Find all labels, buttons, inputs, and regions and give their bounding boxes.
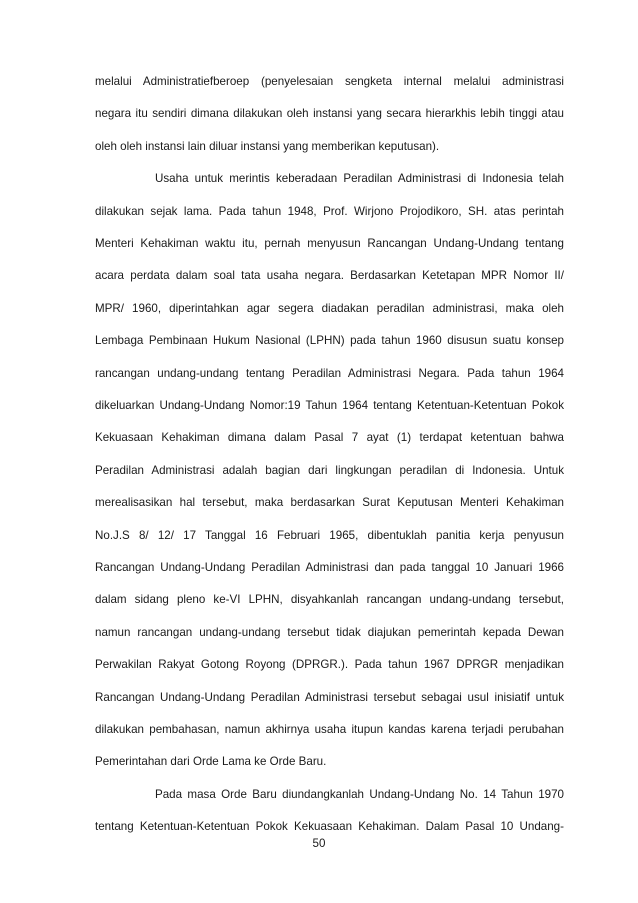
text-line: acara perdata dalam soal tata usaha negara. Berdasarkan Ketetapan MPR Nomor II/ xyxy=(95,269,564,283)
text-line: merealisasikan hal tersebut, maka berdasarkan Surat Keputusan Menteri Kehakiman xyxy=(95,496,564,510)
text-line: Lembaga Pembinaan Hukum Nasional (LPHN) pada tahun 1960 disusun suatu konsep xyxy=(95,334,564,348)
text-line: Menteri Kehakiman waktu itu, pernah menyusun Rancangan Undang-Undang tentang xyxy=(95,237,564,250)
text-line: No.J.S 8/ 12/ 17 Tanggal 16 Februari 1965, dibentuklah panitia kerja penyusun xyxy=(95,528,564,542)
text-line: Perwakilan Rakyat Gotong Royong (DPRGR.). Pada tahun 1967 DPRGR menjadikan xyxy=(95,658,564,672)
text-line: melalui Administratiefberoep (penyelesaian sengketa internal melalui administrasi xyxy=(95,75,564,88)
text-line: tentang Ketentuan-Ketentuan Pokok Kekuasaan Kehakiman. Dalam Pasal 10 Undang- xyxy=(95,820,564,834)
paragraph-first-line: Usaha untuk merintis keberadaan Peradilan Administrasi di Indonesia telah xyxy=(155,172,564,186)
text-line: Rancangan Undang-Undang Peradilan Administrasi dan pada tanggal 10 Januari 1966 xyxy=(95,561,564,574)
text-line: MPR/ 1960, diperintahkan agar segera diadakan peradilan administrasi, maka oleh xyxy=(95,301,564,315)
text-line: Pemerintahan dari Orde Lama ke Orde Baru. xyxy=(95,755,327,769)
text-line: Rancangan Undang-Undang Peradilan Administrasi tersebut sebagai usul inisiatif untuk xyxy=(95,690,564,704)
text-line: rancangan undang-undang tentang Peradilan Administrasi Negara. Pada tahun 1964 xyxy=(95,366,564,380)
text-line: namun rancangan undang-undang tersebut tidak diajukan pemerintah kepada Dewan xyxy=(95,625,564,639)
text-line: dalam sidang pleno ke-VI LPHN, disyahkanlah rancangan undang-undang tersebut, xyxy=(95,593,564,607)
text-line: oleh oleh instansi lain diluar instansi yang memberikan keputusan). xyxy=(95,139,440,153)
page-number: 50 xyxy=(312,837,326,850)
paragraph-first-line: Pada masa Orde Baru diundangkanlah Undang-Undang No. 14 Tahun 1970 xyxy=(155,787,564,801)
text-line: dilakukan sejak lama. Pada tahun 1948, Prof. Wirjono Projodikoro, SH. atas perintah xyxy=(95,204,564,218)
text-line: dikeluarkan Undang-Undang Nomor:19 Tahun 1964 tentang Ketentuan-Ketentuan Pokok xyxy=(95,399,564,412)
text-line: Kekuasaan Kehakiman dimana dalam Pasal 7 ayat (1) terdapat ketentuan bahwa xyxy=(95,431,564,445)
text-line: negara itu sendiri dimana dilakukan oleh instansi yang secara hierarkhis lebih tinggi atau xyxy=(95,107,564,121)
text-line: Peradilan Administrasi adalah bagian dari lingkungan peradilan di Indonesia. Untuk xyxy=(95,463,564,477)
text-line: dilakukan pembahasan, namun akhirnya usaha itupun kandas karena terjadi perubahan xyxy=(95,723,564,736)
